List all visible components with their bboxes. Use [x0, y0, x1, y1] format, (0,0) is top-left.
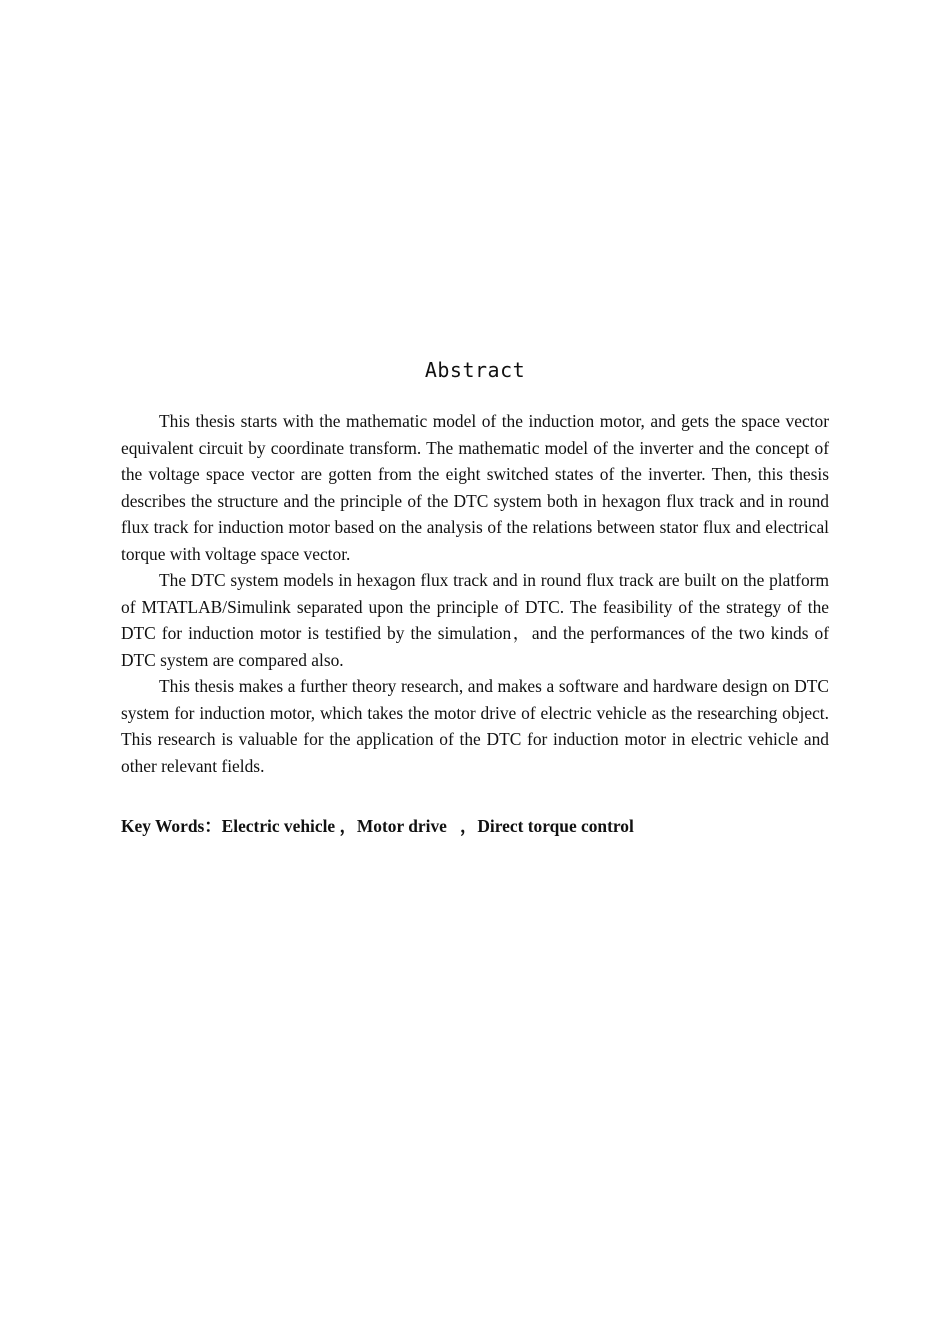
keyword-3: Direct torque control	[477, 816, 634, 836]
keywords-label: Key Words：	[121, 816, 222, 836]
keyword-separator-1: ，	[339, 816, 357, 836]
abstract-title: Abstract	[424, 358, 526, 382]
abstract-paragraph-3: This thesis makes a further theory research, and makes a software and hardware design on DTC system for induction motor, which takes the motor drive of electric vehicle as the researching object. This research is valuable for the application of the DTC for induction motor in electric vehicle and other relevant fields.	[121, 676, 829, 776]
keywords-line	[121, 813, 829, 839]
keyword-1: Electric vehicle	[221, 816, 336, 836]
keyword-2: Motor drive	[356, 816, 447, 836]
abstract-body	[121, 408, 829, 779]
keyword-separator-2: ，	[459, 816, 478, 836]
abstract-paragraph-1: This thesis starts with the mathematic model of the induction motor, and gets the space vector equivalent circuit by coordinate transform. The mathematic model of the inverter and the concept of the voltage space vector are gotten from the eight switched states of the inverter. Then, this thesis describes the structure and the principle of the DTC system both in hexagon flux track and in round flux track for induction motor based on the analysis of the relations between stator flux and electrical torque with voltage space vector.	[121, 411, 829, 564]
abstract-paragraph-2: The DTC system models in hexagon flux track and in round flux track are built on the platform of MTATLAB/Simulink separated upon the principle of DTC. The feasibility of the strategy of the DTC for induction motor is testified by the simulation，and the performances of the two kinds of DTC system are compared also.	[121, 570, 829, 670]
